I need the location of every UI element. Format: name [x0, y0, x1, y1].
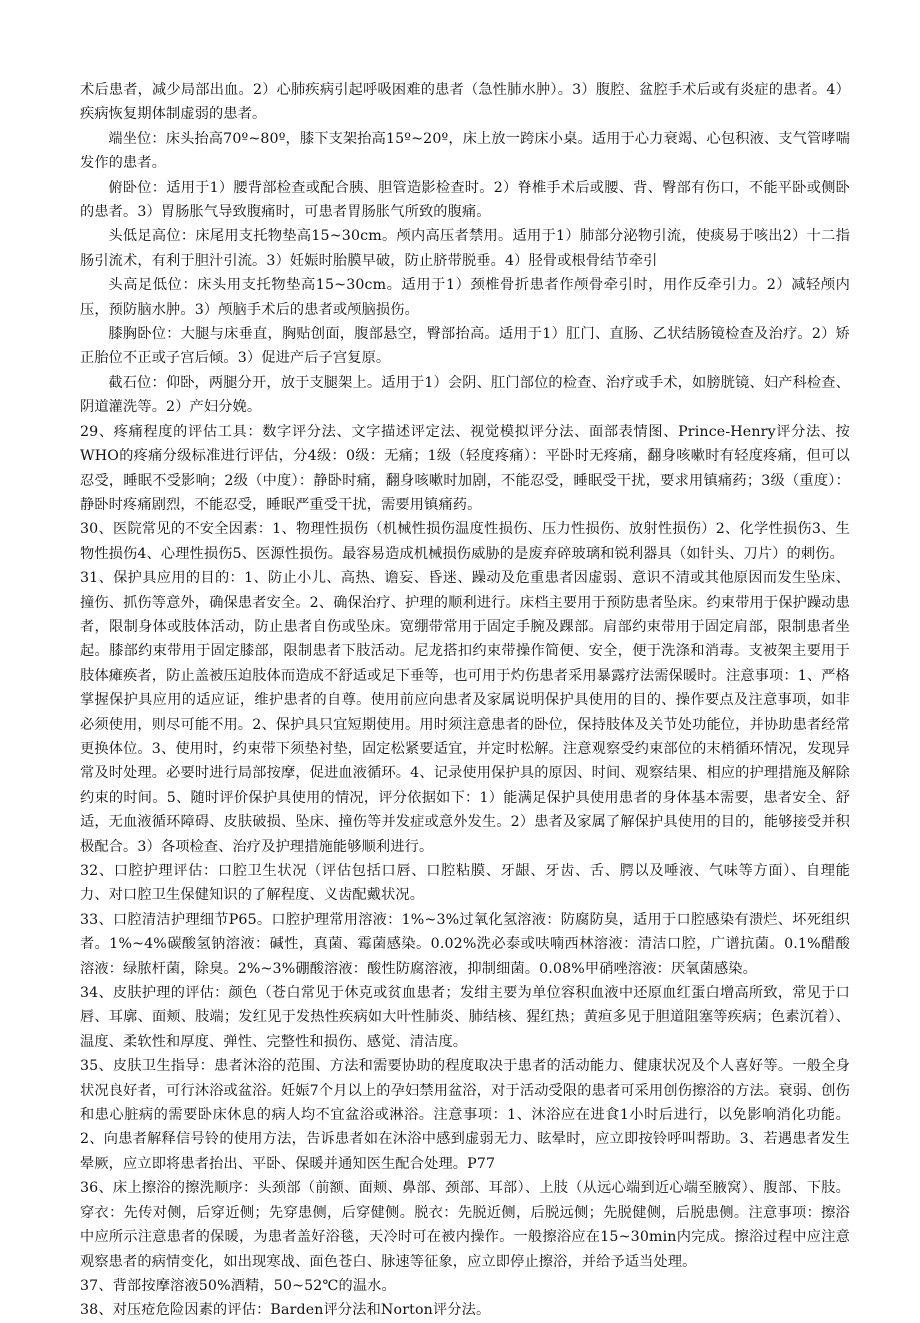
paragraph-lithotomy-position: 截石位：仰卧，两腿分开，放于支腿架上。适用于1）会阴、肛门部位的检查、治疗或手术，如膀胱镜、妇产科检查、阴道灌洗等。2）产妇分娩。 [80, 374, 850, 416]
paragraph-item-32: 32、口腔护理评估：口腔卫生状况（评估包括口唇、口腔粘膜、牙龈、牙齿、舌、腭以及唾液、气味等方面）、自理能力、对口腔卫生保健知识的了解程度、义齿配戴状况。 [80, 863, 850, 904]
paragraph-item-35: 35、皮肤卫生指导：患者沐浴的范围、方法和需要协助的程度取决于患者的活动能力、健康状况及个人喜好等。一般全身状况良好者，可行沐浴或盆浴。妊娠7个月以上的孕妇禁用盆浴，对于活动受限的患者可采用创伤擦浴的方法。衰弱、创伤和患心脏病的需要卧床休息的病人均不宜盆浴或淋浴。注意事项：1、沐浴应在进食1小时后进行，以免影响消化功能。2、向患者解释信号铃的使用方法，告诉患者如在沐浴中感到虚弱无力、眩晕时，应立即按铃呼叫帮助。3、若遇患者发生晕厥，应立即将患者抬出、平卧、保暖并通知医生配合处理。P77 [80, 1058, 850, 1172]
paragraph-prone-position: 俯卧位：适用于1）腰背部检查或配合胰、胆管造影检查时。2）脊椎手术后或腰、背、臀部有伤口，不能平卧或侧卧的患者。3）胃肠胀气导致腹痛时，可患者胃肠胀气所致的腹痛。 [80, 179, 850, 221]
paragraph-item-34: 34、皮肤护理的评估：颜色（苍白常见于休克或贫血患者；发绀主要为单位容积血液中还原血红蛋白增高所致，常见于口唇、耳廓、面颊、肢端；发红见于发热性疾病如大叶性肺炎、肺结核、猩红热；黄疸多见于胆道阻塞等疾病；色素沉着）、温度、柔软性和厚度、弹性、完整性和损伤、感觉、清洁度。 [80, 985, 850, 1050]
paragraph-item-29: 29、疼痛程度的评估工具：数字评分法、文字描述评定法、视觉模拟评分法、面部表情图、Prince-Henry评分法、按WHO的疼痛分级标准进行评估，分4级：0级：无痛；1级（轻度疼痛）：平卧时无疼痛，翻身咳嗽时有轻度疼痛，但可以忍受，睡眠不受影响；2级（中度）：静卧时痛，翻身咳嗽时加剧，不能忍受，睡眠受干扰，要求用镇痛药；3级（重度）：静卧时疼痛剧烈，不能忍受，睡眠严重受干扰，需要用镇痛药。 [80, 423, 850, 513]
paragraph-head-low-position: 头低足高位：床尾用支托物垫高15~30cm。颅内高压者禁用。适用于1）肺部分泌物引流，使痰易于咳出2）十二指肠引流术，有利于胆汁引流。3）妊娠时胎膜早破，防止脐带脱垂。4）胫骨或根骨结节牵引 [80, 228, 850, 269]
paragraph-item-33: 33、口腔清洁护理细节P65。口腔护理常用溶液：1%~3%过氧化氢溶液：防腐防臭，适用于口腔感染有溃烂、坏死组织者。1%~4%碳酸氢钠溶液：碱性，真菌、霉菌感染。0.02%洗必泰或呋喃西林溶液：清洁口腔，广谱抗菌。0.1%醋酸溶液：绿脓杆菌，除臭。2%~3%硼酸溶液：酸性防腐溶液，抑制细菌。0.08%甲硝唑溶液：厌氧菌感染。 [80, 911, 850, 977]
paragraph-item-38: 38、对压疮危险因素的评估：Barden评分法和Norton评分法。 [80, 1302, 491, 1319]
paragraph-sitting-position: 端坐位：床头抬高70º~80º，膝下支架抬高15º~20º，床上放一跨床小桌。适用于心力衰竭、心包积液、支气管哮喘发作的患者。 [80, 130, 850, 172]
paragraph-continuation: 术后患者，减少局部出血。2）心肺疾病引起呼吸困难的患者（急性肺水肿）。3）腹腔、盆腔手术后或有炎症的患者。4）疾病恢复期体制虚弱的患者。 [80, 82, 850, 123]
paragraph-knee-chest-position: 膝胸卧位：大腿与床垂直，胸贴创面，腹部悬空，臀部抬高。适用于1）肛门、直肠、乙状结肠镜检查及治疗。2）矫正胎位不正或子宫后倾。3）促进产后子宫复原。 [80, 326, 850, 367]
paragraph-item-30: 30、医院常见的不安全因素：1、物理性损伤（机械性损伤温度性损伤、压力性损伤、放射性损伤）2、化学性损伤3、生物性损伤4、心理性损伤5、医源性损伤。最容易造成机械损伤威胁的是废弃碎玻璃和锐利器具（如针头、刀片）的刺伤。 [80, 521, 850, 562]
paragraph-item-36: 36、床上擦浴的擦洗顺序：头颈部（前额、面颊、鼻部、颈部、耳部）、上肢（从远心端到近心端至腋窝）、腹部、下肢。穿衣：先传对侧，后穿近侧；先穿患侧，后穿健侧。脱衣：先脱近侧，后脱远侧；先脱健侧，后脱患侧。注意事项：擦浴中应所示注意患者的保暖，为患者盖好浴毯，天冷时可在被内操作。一般擦浴应在15~30min内完成。擦浴过程中应注意观察患者的病情变化，如出现寒战、面色苍白、脉速等征象，应立即停止擦浴，并给予适当处理。 [80, 1180, 850, 1270]
paragraph-item-37: 37、背部按摩溶液50%酒精，50~52℃的温水。 [80, 1277, 396, 1294]
paragraph-head-high-position: 头高足低位：床头用支托物垫高15~30cm。适用于1）颈椎骨折患者作颅骨牵引时，用作反牵引力。2）减轻颅内压，预防脑水肿。3）颅脑手术后的患者或颅脑损伤。 [80, 277, 850, 318]
paragraph-item-31: 31、保护具应用的目的：1、防止小儿、高热、谵妄、昏迷、躁动及危重患者因虚弱、意识不清或其他原因而发生坠床、撞伤、抓伤等意外，确保患者安全。2、确保治疗、护理的顺利进行。床档主要用于预防患者坠床。约束带用于保护躁动患者，限制身体或肢体活动，防止患者自伤或坠床。宽绷带常用于固定手腕及踝部。肩部约束带用于固定肩部，限制患者坐起。膝部约束带用于固定膝部，限制患者下肢活动。尼龙搭扣约束带操作简便、安全，便于洗涤和消毒。支被架主要用于肢体瘫痪者，防止盖被压迫肢体而造成不舒适或足下垂等，也可用于灼伤患者采用暴露疗法需保暖时。注意事项：1、严格掌握保护具应用的适应证，维护患者的自尊。使用前应向患者及家属说明保护具使用的目的、操作要点及注意事项，如非必须使用，则尽可能不用。2、保护具只宜短期使用。用时须注意患者的卧位，保持肢体及关节处功能位，并协助患者经常更换体位。3、使用时，约束带下须垫衬垫，固定松紧要适宜，并定时松解。注意观察受约束部位的末梢循环情况，发现异常及时处理。必要时进行局部按摩，促进血液循环。4、记录使用保护具的原因、时间、观察结果、相应的护理措施及解除约束的时间。5、随时评价保护具使用的情况，评分依据如下：1）能满足保护具使用患者的身体基本需要，患者安全、舒适，无血液循环障碍、皮肤破损、坠床、撞伤等并发症或意外发生。2）患者及家属了解保护具使用的目的，能够接受并积极配合。3）各项检查、治疗及护理措施能够顺利进行。 [80, 570, 850, 855]
